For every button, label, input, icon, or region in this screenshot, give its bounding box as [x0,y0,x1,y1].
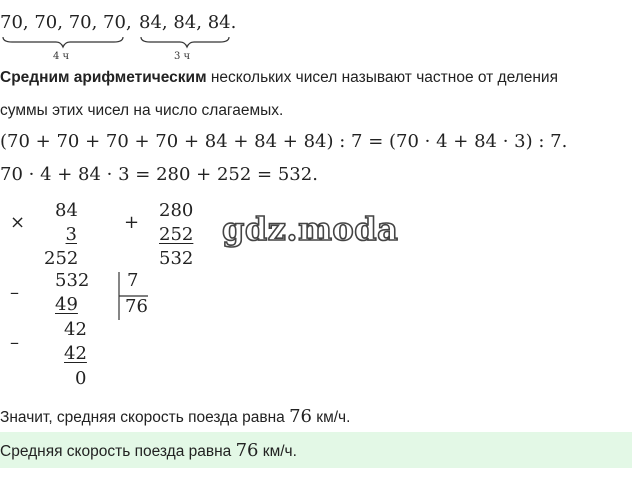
answer-text: Средняя скорость поезда равна 76 км/ч. [0,440,297,461]
add-top: 280 [159,200,194,221]
sequence-group-b: 84, 84, 84. [139,12,237,33]
brace-b [141,37,229,47]
definition-term: Средним арифметическим [0,69,207,86]
division-remainder-final: 0 [75,368,87,389]
equation-2: 70 · 4 + 84 · 3 = 280 + 252 = 532. [0,164,318,185]
answer-value: 76 [235,440,259,461]
sequence-group-a: 70, 70, 70, 70, [0,12,132,33]
definition-line-1 [0,69,558,87]
mult-top: 84 [55,200,78,221]
conclusion-text: Значит, средняя скорость поезда равна 76 км/ч. [0,406,351,427]
mult-bottom: 3 [65,224,77,245]
watermark-logo: gdz.moda [222,210,399,248]
multiplication-sign: × [10,212,26,233]
division-remainder-1: 42 [64,319,87,340]
brace-label-b: 3 ч [174,51,191,62]
underbraces [0,36,240,50]
answer-box [0,432,632,468]
brace-a [3,37,123,47]
addition-sign: + [124,212,140,233]
mult-result: 252 [44,248,79,269]
definition-line-2: суммы этих чисел на число слагаемых. [0,102,284,119]
division-subtrahend-2: 42 [64,343,87,364]
add-bottom: 252 [159,224,194,245]
divisor: 7 [127,270,139,291]
quotient: 76 [125,296,148,317]
definition-text: нескольких чисел называют частное от деления [206,69,558,86]
equation-1: (70 + 70 + 70 + 70 + 84 + 84 + 84) : 7 = (70 · 4 + 84 · 3) : 7. [0,131,568,152]
brace-label-a: 4 ч [53,51,70,62]
division-subtrahend-1: 49 [55,294,78,315]
division-minus-1: – [10,282,19,303]
division-minus-2: – [10,332,19,353]
conclusion-value: 76 [289,406,312,427]
add-result: 532 [159,248,194,269]
dividend: 532 [55,270,90,291]
